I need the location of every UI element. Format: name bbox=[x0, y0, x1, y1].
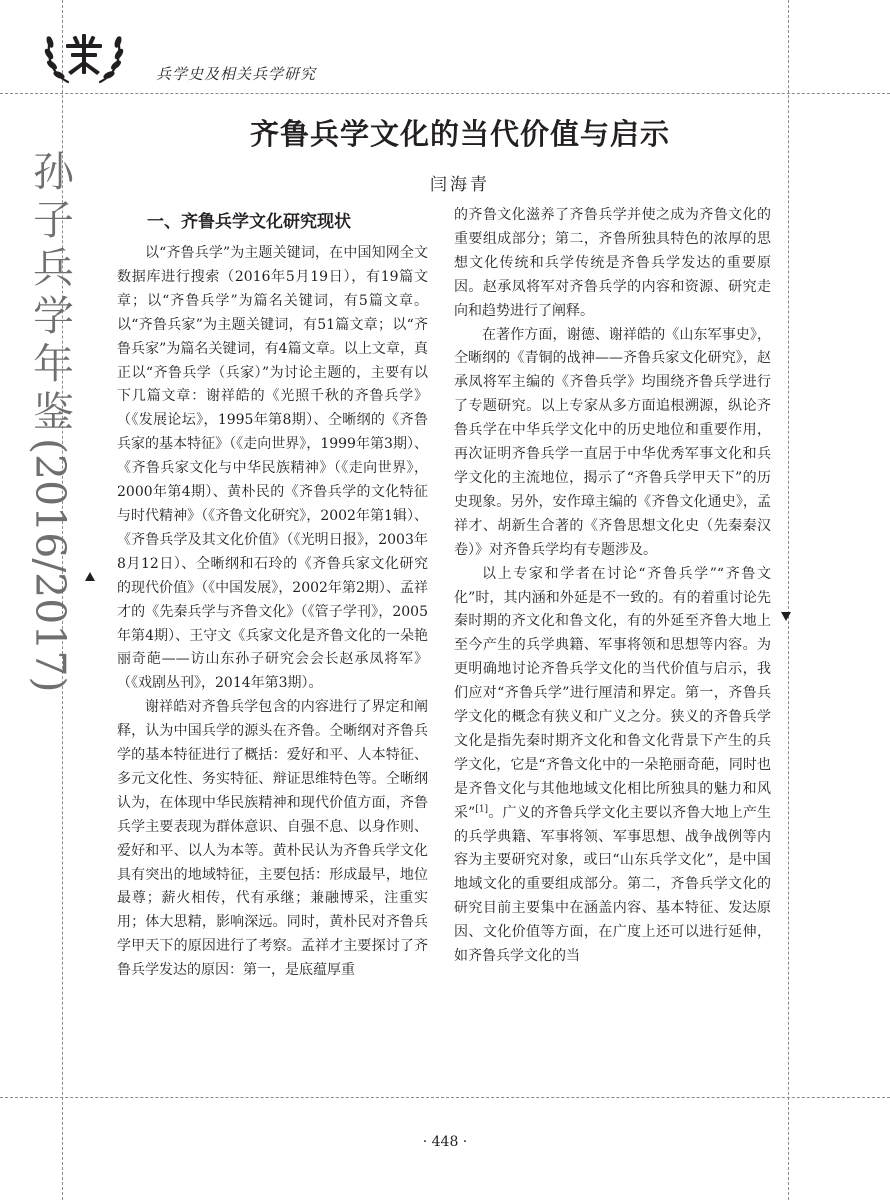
yearbook-vertical-title bbox=[26, 150, 74, 693]
body-paragraph: 谢祥皓对齐鲁兵学包含的内容进行了界定和阐释，认为中国兵学的源头在齐鲁。仝晰纲对齐鲁兵学的基本特征进行了概括：爱好和平、人本特征、多元文化性、务实特征、辩证思维特色等。仝晰纲认为，在体现中华民族精神和现代价值方面，齐鲁兵学主要表现为群体意识、自强不息、以身作则、爱好和平、以人为本等。黄朴民认为齐鲁兵学文化具有突出的地域特征，主要包括：形成最早，地位最尊；薪火相传，代有承继；兼融博采，注重实用；体大思精，影响深远。同时，黄朴民对齐鲁兵学甲天下的原因进行了考察。孟祥才主要探讨了齐鲁兵学发达的原因：第一，是底蕴厚重 bbox=[117, 699, 428, 979]
running-header: 兵学史及相关兵学研究 bbox=[156, 65, 317, 83]
section-heading: 一、齐鲁兵学文化研究现状 bbox=[147, 212, 351, 232]
wreath-emblem-icon bbox=[38, 20, 130, 90]
article-author: 闫海青 bbox=[430, 175, 490, 195]
left-column bbox=[117, 204, 428, 983]
footnote-reference[interactable]: [1] bbox=[475, 804, 489, 814]
article-title: 齐鲁兵学文化的当代价值与启示 bbox=[249, 117, 670, 151]
yearbook-year: (2016/2017) bbox=[26, 438, 74, 693]
right-column bbox=[454, 204, 771, 969]
body-paragraph bbox=[454, 563, 771, 969]
page-number: · 448 · bbox=[422, 1134, 468, 1150]
crop-mark-bottom bbox=[0, 1097, 890, 1098]
body-paragraph: 在著作方面，谢德、谢祥皓的《山东军事史》，仝晰纲的《青铜的战神——齐鲁兵家文化研究》，赵承凤将军主编的《齐鲁兵学》均围绕齐鲁兵学进行了专题研究。以上专家从多方面追根溯源，纵论齐鲁兵学在中华兵学文化中的历史地位和重要作用，再次证明齐鲁兵学一直居于中华优秀军事文化和兵学文化的主流地位，揭示了“齐鲁兵学甲天下”的历史现象。另外，安作璋主编的《齐鲁文化通史》，孟祥才、胡新生合著的《齐鲁思想文化史（先秦秦汉卷）》对齐鲁兵学均有专题涉及。 bbox=[454, 326, 771, 558]
crop-mark-top bbox=[0, 93, 890, 94]
paragraph-text: 以上专家和学者在讨论“齐鲁兵学”“齐鲁文化”时，其内涵和外延是不一致的。有的着重讨论先秦时期的齐文化和鲁文化，有的外延至齐鲁大地上至今产生的兵学典籍、军事将领和思想等内容。为更明确地讨论齐鲁兵学文化的当代价值与启示，我们应对“齐鲁兵学”进行厘清和界定。第一，齐鲁兵学文化的概念有狭义和广义之分。狭义的齐鲁兵学文化是指先秦时期齐文化和鲁文化背景下产生的兵学文化，它是“齐鲁文化中的一朵艳丽奇葩，同时也是齐鲁文化与其他地域文化相比所独具的魅力和风采” bbox=[454, 565, 771, 821]
body-paragraph: 的齐鲁文化滋养了齐鲁兵学并使之成为齐鲁文化的重要组成部分；第二，齐鲁所独具特色的浓厚的思想文化传统和兵学传统是齐鲁兵学发达的重要原因。赵承凤将军对齐鲁兵学的内容和资源、研究走向和趋势进行了阐释。 bbox=[454, 207, 771, 319]
crop-mark-right bbox=[788, 0, 789, 1200]
body-paragraph: 以“齐鲁兵学”为主题关键词，在中国知网全文数据库进行搜索（2016年5月19日），有19篇文章；以“齐鲁兵学”为篇名关键词，有5篇文章。以“齐鲁兵家”为主题关键词，有51篇文章；以“齐鲁兵家”为篇名关键词，有4篇文章。以上文章，真正以“齐鲁兵学（兵家）”为讨论主题的，主要有以下几篇文章：谢祥皓的《光照千秋的齐鲁兵学》（《发展论坛》，1995年第8期）、仝晰纲的《齐鲁兵家的基本特征》（《走向世界》，1999年第3期）、《齐鲁兵家文化与中华民族精神》（《走向世界》，2000年第4期）、黄朴民的《齐鲁兵学的文化特征与时代精神》（《齐鲁文化研究》，2002年第1辑）、《齐鲁兵学及其文化价值》（《光明日报》，2003年8月12日）、仝晰纲和石玲的《齐鲁兵家文化研究的现代价值》（《中国发展》，2002年第2期）、孟祥才的《先秦兵学与齐鲁文化》（《管子学刊》，2005年第4期）、王守文《兵家文化是齐鲁文化的一朵艳丽奇葩——访山东孙子研究会会长赵承凤将军》（《戏剧丛刊》，2014年第3期）。 bbox=[117, 245, 428, 692]
yearbook-name: 孙子兵学年鉴 bbox=[26, 150, 74, 438]
arrow-up-icon bbox=[85, 572, 95, 581]
paragraph-text: 。广义的齐鲁兵学文化主要以齐鲁大地上产生的兵学典籍、军事将领、军事思想、战争战例等内容为主要研究对象，或曰“山东兵学文化”，是中国地域文化的重要组成部分。第二，齐鲁兵学文化的研究目前主要集中在涵盖内容、基本特征、发达原因、文化价值等方面，在广度上还可以进行延伸，如齐鲁兵学文化的当 bbox=[454, 804, 771, 965]
arrow-down-icon bbox=[781, 612, 791, 621]
